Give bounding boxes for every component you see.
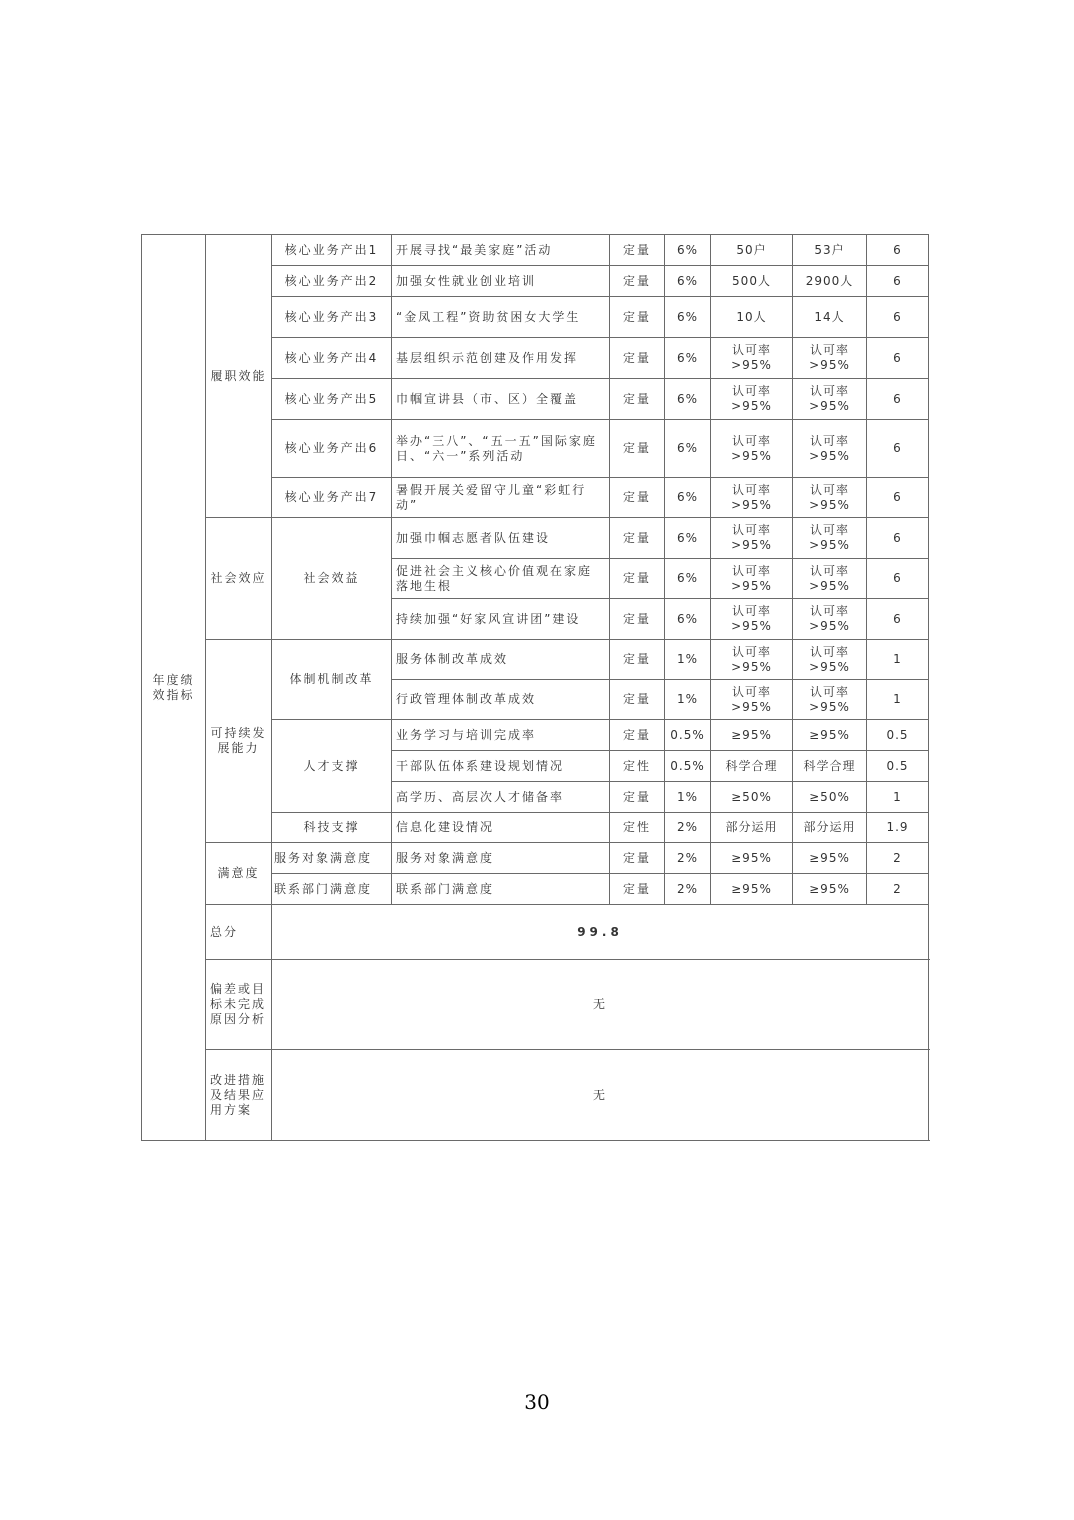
- weight-cell: 6%: [665, 518, 711, 559]
- weight-cell: 6%: [665, 297, 711, 338]
- indicator-cell: 加强巾帼志愿者队伍建设: [392, 518, 610, 559]
- weight-cell: 0.5%: [665, 751, 711, 782]
- indicator-cell: 干部队伍体系建设规划情况: [392, 751, 610, 782]
- score-cell: 1: [867, 782, 929, 813]
- actual-cell: 认可率>95%: [793, 478, 867, 518]
- weight-cell: 6%: [665, 599, 711, 640]
- category-satisfaction: 满意度: [206, 843, 272, 905]
- actual-cell: 认可率>95%: [793, 640, 867, 680]
- indicator-cell: 举办“三八”、“五一五”国际家庭日、“六一”系列活动: [392, 420, 610, 478]
- deviation-label: 偏差或目标未完成原因分析: [206, 960, 272, 1050]
- indicator-cell: 行政管理体制改革成效: [392, 680, 610, 720]
- deviation-row: [142, 960, 929, 1050]
- indicator-cell: 暑假开展关爱留守儿童“彩虹行动”: [392, 478, 610, 518]
- sub-indicator: 核心业务产出2: [272, 266, 392, 297]
- indicator-cell: 加强女性就业创业培训: [392, 266, 610, 297]
- score-cell: 0.5: [867, 751, 929, 782]
- target-cell: 认可率>95%: [711, 338, 793, 379]
- weight-cell: 6%: [665, 559, 711, 599]
- weight-cell: 1%: [665, 680, 711, 720]
- type-cell: 定量: [610, 420, 665, 478]
- actual-cell: 认可率>95%: [793, 559, 867, 599]
- sub-social: 社会效益: [272, 518, 392, 640]
- sub-indicator: 核心业务产出1: [272, 235, 392, 266]
- sub-indicator: 核心业务产出6: [272, 420, 392, 478]
- sub-reform: 体制机制改革: [272, 640, 392, 720]
- sub-talent: 人才支撑: [272, 720, 392, 813]
- sub-indicator: 核心业务产出7: [272, 478, 392, 518]
- score-cell: 6: [867, 559, 929, 599]
- score-cell: 1.9: [867, 813, 929, 843]
- target-cell: 认可率>95%: [711, 599, 793, 640]
- type-cell: 定量: [610, 599, 665, 640]
- total-label: 总分: [206, 905, 272, 960]
- target-cell: 50户: [711, 235, 793, 266]
- actual-cell: 部分运用: [793, 813, 867, 843]
- score-cell: 6: [867, 478, 929, 518]
- weight-cell: 6%: [665, 266, 711, 297]
- target-cell: ≥95%: [711, 720, 793, 751]
- type-cell: 定量: [610, 843, 665, 874]
- target-cell: 认可率>95%: [711, 559, 793, 599]
- score-cell: 2: [867, 843, 929, 874]
- type-cell: 定量: [610, 640, 665, 680]
- actual-cell: 认可率>95%: [793, 680, 867, 720]
- type-cell: 定量: [610, 680, 665, 720]
- actual-cell: ≥95%: [793, 874, 867, 905]
- target-cell: 认可率>95%: [711, 518, 793, 559]
- score-cell: 1: [867, 640, 929, 680]
- score-cell: 6: [867, 379, 929, 420]
- improvement-row: [142, 1050, 929, 1141]
- actual-cell: 认可率>95%: [793, 420, 867, 478]
- table-row: [142, 235, 929, 266]
- sub-indicator: 核心业务产出5: [272, 379, 392, 420]
- weight-cell: 2%: [665, 813, 711, 843]
- indicator-cell: 信息化建设情况: [392, 813, 610, 843]
- score-cell: 6: [867, 599, 929, 640]
- actual-cell: 53户: [793, 235, 867, 266]
- target-cell: ≥95%: [711, 874, 793, 905]
- actual-cell: 14人: [793, 297, 867, 338]
- target-cell: 部分运用: [711, 813, 793, 843]
- table-row: [142, 518, 929, 559]
- target-cell: 认可率>95%: [711, 680, 793, 720]
- weight-cell: 6%: [665, 420, 711, 478]
- type-cell: 定量: [610, 782, 665, 813]
- type-cell: 定量: [610, 235, 665, 266]
- target-cell: 10人: [711, 297, 793, 338]
- actual-cell: ≥95%: [793, 720, 867, 751]
- improvement-label: 改进措施及结果应用方案: [206, 1050, 272, 1141]
- target-cell: 科学合理: [711, 751, 793, 782]
- type-cell: 定量: [610, 379, 665, 420]
- weight-cell: 1%: [665, 782, 711, 813]
- actual-cell: 科学合理: [793, 751, 867, 782]
- total-row: [142, 905, 929, 960]
- category-sustainability: 可持续发展能力: [206, 640, 272, 843]
- improvement-value: 无: [272, 1050, 929, 1141]
- weight-cell: 2%: [665, 874, 711, 905]
- weight-cell: 6%: [665, 235, 711, 266]
- indicator-cell: 促进社会主义核心价值观在家庭落地生根: [392, 559, 610, 599]
- sub-indicator: 核心业务产出3: [272, 297, 392, 338]
- category-social: 社会效应: [206, 518, 272, 640]
- weight-cell: 2%: [665, 843, 711, 874]
- actual-cell: 2900人: [793, 266, 867, 297]
- actual-cell: 认可率>95%: [793, 338, 867, 379]
- indicator-cell: 高学历、高层次人才储备率: [392, 782, 610, 813]
- deviation-value: 无: [272, 960, 929, 1050]
- indicator-cell: 开展寻找“最美家庭”活动: [392, 235, 610, 266]
- indicator-cell: 服务对象满意度: [392, 843, 610, 874]
- indicator-cell: 巾帼宣讲县（市、区）全覆盖: [392, 379, 610, 420]
- target-cell: 认可率>95%: [711, 478, 793, 518]
- indicator-cell: 基层组织示范创建及作用发挥: [392, 338, 610, 379]
- score-cell: 6: [867, 338, 929, 379]
- type-cell: 定量: [610, 338, 665, 379]
- actual-cell: 认可率>95%: [793, 379, 867, 420]
- type-cell: 定量: [610, 266, 665, 297]
- score-cell: 6: [867, 518, 929, 559]
- actual-cell: ≥95%: [793, 843, 867, 874]
- target-cell: 500人: [711, 266, 793, 297]
- sub-indicator: 服务对象满意度: [272, 843, 392, 874]
- actual-cell: 认可率>95%: [793, 518, 867, 559]
- target-cell: 认可率>95%: [711, 379, 793, 420]
- indicator-cell: “金凤工程”资助贫困女大学生: [392, 297, 610, 338]
- target-cell: 认可率>95%: [711, 420, 793, 478]
- actual-cell: 认可率>95%: [793, 599, 867, 640]
- score-cell: 6: [867, 420, 929, 478]
- type-cell: 定量: [610, 874, 665, 905]
- indicator-cell: 持续加强“好家风宣讲团”建设: [392, 599, 610, 640]
- type-cell: 定性: [610, 751, 665, 782]
- type-cell: 定量: [610, 297, 665, 338]
- target-cell: 认可率>95%: [711, 640, 793, 680]
- score-cell: 6: [867, 297, 929, 338]
- weight-cell: 6%: [665, 379, 711, 420]
- score-cell: 1: [867, 680, 929, 720]
- performance-table: [141, 234, 929, 1141]
- sub-indicator: 核心业务产出4: [272, 338, 392, 379]
- indicator-cell: 业务学习与培训完成率: [392, 720, 610, 751]
- actual-cell: ≥50%: [793, 782, 867, 813]
- category-performance: 履职效能: [206, 235, 272, 518]
- score-cell: 0.5: [867, 720, 929, 751]
- sub-tech: 科技支撑: [272, 813, 392, 843]
- type-cell: 定量: [610, 518, 665, 559]
- weight-cell: 6%: [665, 338, 711, 379]
- page-number: 30: [524, 1390, 550, 1414]
- sub-indicator: 联系部门满意度: [272, 874, 392, 905]
- indicator-cell: 联系部门满意度: [392, 874, 610, 905]
- table-row: [142, 843, 929, 874]
- target-cell: ≥95%: [711, 843, 793, 874]
- total-score: 99.8: [272, 905, 929, 960]
- table-row: [142, 640, 929, 680]
- group-label: 年度绩效指标: [142, 235, 206, 1141]
- score-cell: 2: [867, 874, 929, 905]
- type-cell: 定量: [610, 478, 665, 518]
- weight-cell: 6%: [665, 478, 711, 518]
- score-cell: 6: [867, 266, 929, 297]
- target-cell: ≥50%: [711, 782, 793, 813]
- type-cell: 定量: [610, 720, 665, 751]
- type-cell: 定量: [610, 559, 665, 599]
- weight-cell: 0.5%: [665, 720, 711, 751]
- score-cell: 6: [867, 235, 929, 266]
- indicator-cell: 服务体制改革成效: [392, 640, 610, 680]
- weight-cell: 1%: [665, 640, 711, 680]
- type-cell: 定性: [610, 813, 665, 843]
